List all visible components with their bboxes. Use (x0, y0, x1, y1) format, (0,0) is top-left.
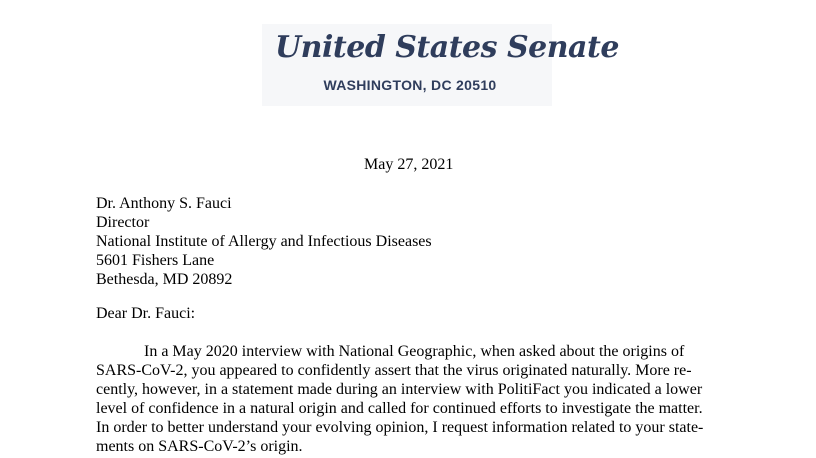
body-line: SARS-CoV-2, you appeared to confidently assert that the virus originated naturally. More re- (96, 362, 692, 379)
letter-date: May 27, 2021 (364, 156, 454, 173)
recipient-name: Dr. Anthony S. Fauci (96, 195, 232, 212)
recipient-block (96, 194, 432, 289)
letterhead-title: United States Senate (275, 30, 619, 65)
body-line: ments on SARS-CoV-2’s origin. (96, 438, 303, 455)
recipient-title: Director (96, 214, 150, 231)
body-line: cently, however, in a statement made during an interview with PolitiFact you indicated a lower (96, 381, 703, 398)
body-paragraph (96, 342, 710, 456)
recipient-organization: National Institute of Allergy and Infectious Diseases (96, 233, 432, 250)
body-line: In order to better understand your evolving opinion, I request information related to your state- (96, 419, 704, 436)
salutation: Dear Dr. Fauci: (96, 305, 196, 322)
recipient-city: Bethesda, MD 20892 (96, 271, 233, 288)
body-line: In a May 2020 interview with National Geographic, when asked about the origins of (144, 343, 685, 360)
recipient-street: 5601 Fishers Lane (96, 252, 215, 269)
body-line: level of confidence in a natural origin and called for continued efforts to investigate the matter. (96, 400, 703, 417)
letterhead-address: WASHINGTON, DC 20510 (323, 77, 497, 93)
